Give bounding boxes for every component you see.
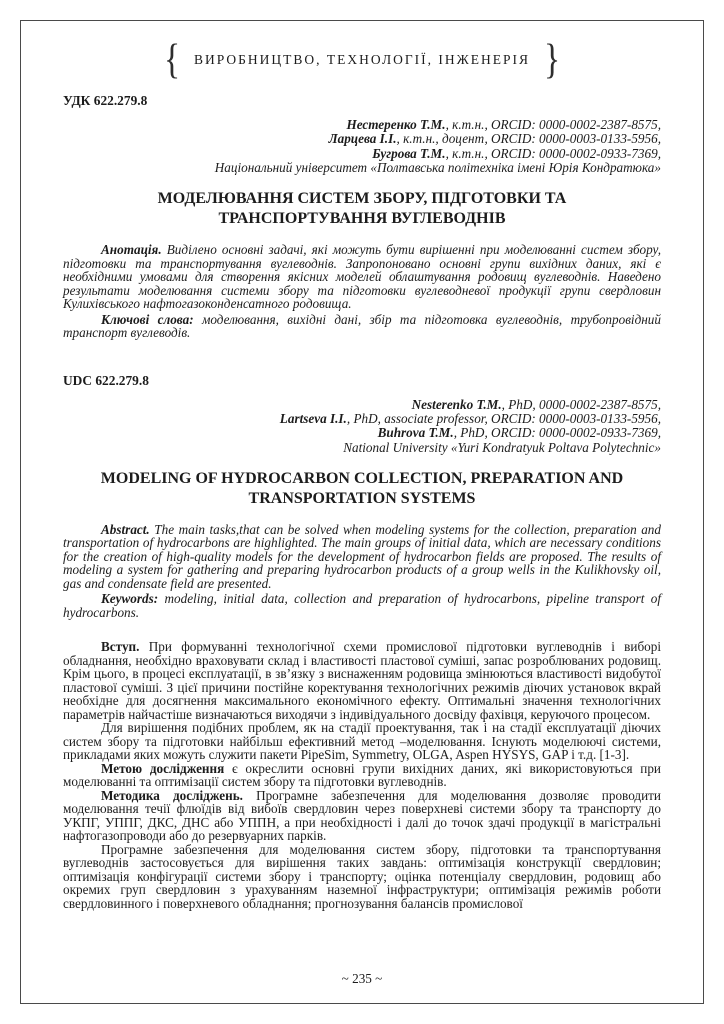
page-content <box>63 37 661 911</box>
author-line <box>63 426 661 440</box>
right-brace-icon: } <box>544 37 561 83</box>
authors-block-ua <box>63 118 661 175</box>
abstract-text-en: The main tasks,that can be solved when modeling systems for the collection, preparation and transportation of hydrocarbons are highlighted. The main groups of initial data, which are necessary conditions for the creation of high-quality models for the development of hydrocarbon fields are proposed. The results of modeling a system for gathering and preparing hydrocarbon products of a group wells in the Kulikhovsky oil, gas and condensate field are presented. <box>63 521 661 591</box>
article-title-en: MODELING OF HYDROCARBON COLLECTION, PREPARATION AND TRANSPORTATION SYSTEMS <box>100 469 624 507</box>
keywords-label-ua: Ключові слова: <box>101 311 194 327</box>
abstract-text-ua: Виділено основні задачі, які можуть бути вирішенні при моделюванні систем збору, підготовки та транспортування вуглеводнів. Запропоновано основні групи вихідних даних, які є необхідними умовами для створення якісних моделей облаштування родовищ вуглеводнів. Наведено результати моделювання системи збору та підготовки вуглеводневої продукції групи свердловин Кулихівського нафтогазоконденсатного родовища. <box>63 242 661 312</box>
affiliation-ua: Національний університет «Полтавська політехніка імені Юрія Кондратюка» <box>214 159 661 175</box>
author-credentials: , PhD, ORCID: 0000-0002-0933-7369, <box>453 425 661 441</box>
author-credentials: , к.т.н., ORCID: 0000-0002-0933-7369, <box>445 145 661 161</box>
body-paragraph <box>63 789 661 843</box>
author-name: Ларцева І.І. <box>328 131 397 147</box>
keywords-text-ua: моделювання, вихідні дані, збір та підготовка вуглеводнів, трубопровідний транспорт вуглеводів. <box>63 311 661 341</box>
body-paragraph <box>63 640 661 721</box>
body-paragraph <box>63 721 661 762</box>
abstract-label-ua: Анотація. <box>101 242 162 258</box>
paragraph-text: При формуванні технологічної схеми промислової підготовки вуглеводнів і виборі обладнання, необхідно враховувати склад і властивості пластової суміші, запас розроблюваних родовищ. Крім цього, в процесі експлуатації, в зв’язку з виснаженням родовища змінюються властивості видобутої пластової суміші. З цієї причини постійне коректування технологічних режимів діючих установок вкрай необхідне для досягнення максимального економічного ефекту. Оптимальні значення технологічних параметрів найчастіше визначаються виходячи з індивідуального досвіду фахівця, керуючого процесом. <box>63 639 661 722</box>
author-line <box>63 147 661 161</box>
banner-title: ВИРОБНИЦТВО, ТЕХНОЛОГІЇ, ІНЖЕНЕРІЯ <box>193 52 531 67</box>
paragraph-text: Програмне забезпечення для моделювання дозволяє проводити моделювання течії флюїдів від вибоїв свердловин через поверхневі системи збору та транспорту до УКПГ, УППГ, ДКС, ДНС або УППН, а при необхідності і далі до точок здачі продукції в магістральні нафтогазопроводи або до резервуарних парків. <box>63 787 661 844</box>
udc-label-en: UDC 622.279.8 <box>63 372 149 388</box>
author-credentials: , к.т.н., ORCID: 0000-0002-2387-8575, <box>445 117 661 132</box>
author-name: Nesterenko T.M. <box>411 396 502 412</box>
paragraph-lead: Вступ. <box>101 639 140 655</box>
keywords-label-en: Keywords: <box>101 591 159 607</box>
author-name: Lartseva I.I. <box>279 410 347 426</box>
paragraph-text: Для вирішення подібних проблем, як на стадії проектування, так і на стадії експлуатації діючих систем збору та підготовки найбільш ефективний метод –моделювання. Існують моделюючі системи, прикладами яких можуть служити пакети PipeSim, Symmetry, OLGA, Aspen HYSYS, GAP і т.д. [1-3]. <box>63 720 661 763</box>
author-line <box>63 398 661 412</box>
affiliation-en: National University «Yuri Kondratyuk Poltava Polytechnic» <box>343 439 661 455</box>
author-line <box>63 132 661 146</box>
article-body <box>63 640 661 910</box>
author-line <box>63 118 661 132</box>
section-banner <box>63 37 661 83</box>
author-credentials: , PhD, associate professor, ORCID: 0000-0003-0133-5956, <box>346 410 661 426</box>
body-paragraph <box>63 843 661 911</box>
body-paragraph <box>63 762 661 789</box>
paragraph-lead: Методика досліджень. <box>101 787 243 803</box>
author-name: Бугрова Т.М. <box>372 145 446 161</box>
author-credentials: , к.т.н., доцент, ORCID: 0000-0003-0133-5956, <box>396 131 661 147</box>
author-name: Нестеренко Т.М. <box>346 117 446 132</box>
keywords-en <box>63 592 661 619</box>
keywords-ua <box>63 313 661 340</box>
author-credentials: , PhD, 0000-0002-2387-8575, <box>501 396 661 412</box>
author-line <box>63 412 661 426</box>
page-number: ~ 235 ~ <box>341 971 383 986</box>
authors-block-en <box>63 398 661 455</box>
abstract-label-en: Abstract. <box>101 521 150 537</box>
paragraph-text: є окреслити основні групи вихідних даних, які використовуються при моделюванні та оптимізації систем збору та підготовки вуглеводнів. <box>63 760 661 790</box>
author-name: Buhrova T.M. <box>377 425 454 441</box>
paragraph-text: Програмне забезпечення для моделювання систем збору, підготовки та транспортування вуглеводнів застосовується для вирішення таких завдань: оптимізація конструкції свердловин; оптимізація конфігурації системи збору і транспорту; оцінка потенціалу свердловин, родовищ або окремих груп свердловин з урахуванням наземної інфраструктури; оптимізація режимів роботи свердловинного і поверхневого обладнання; прогнозування балансів промислової <box>63 841 661 911</box>
left-brace-icon: { <box>163 37 180 83</box>
keywords-text-en: modeling, initial data, collection and preparation of hydrocarbons, pipeline transport of hydrocarbons. <box>63 591 661 620</box>
abstract-en <box>63 523 661 591</box>
paragraph-lead: Метою дослідження <box>101 760 225 776</box>
udk-label-ua: УДК 622.279.8 <box>63 93 148 108</box>
article-title-ua: МОДЕЛЮВАННЯ СИСТЕМ ЗБОРУ, ПІДГОТОВКИ ТА ТРАНСПОРТУВАННЯ ВУГЛЕВОДНІВ <box>157 190 567 228</box>
abstract-ua <box>63 243 661 311</box>
